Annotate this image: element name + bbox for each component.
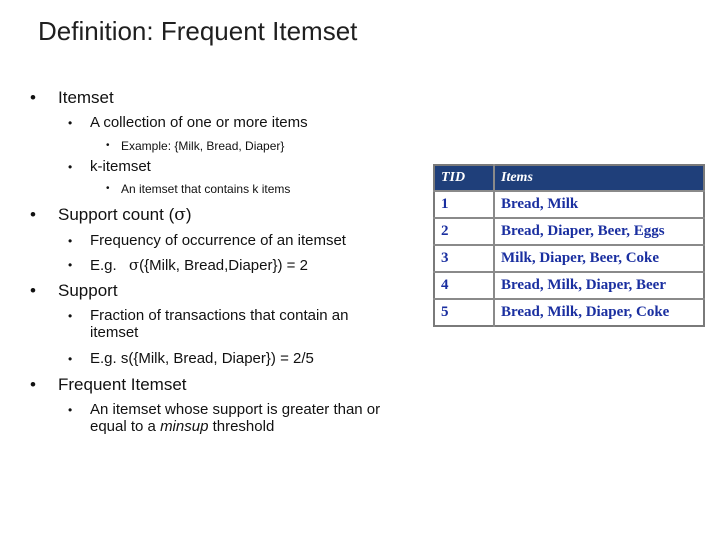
items-cell: Bread, Milk: [494, 191, 704, 218]
table-row: [434, 299, 704, 326]
sub-bullet-frequency: [68, 232, 346, 249]
minsup-term: minsup: [160, 418, 209, 435]
bullet-dot: •: [30, 375, 36, 394]
bullet-text: A collection of one or more items: [90, 114, 308, 131]
items-cell: Bread, Milk, Diaper, Coke: [494, 299, 704, 326]
bullet-text: Frequency of occurrence of an itemset: [90, 232, 346, 249]
transactions-table: [433, 164, 705, 327]
bullet-text: Support: [58, 281, 118, 300]
bullet-dot: •: [106, 140, 110, 151]
bullet-text-prefix: Support count (: [58, 205, 175, 224]
bullet-text: E.g. s({Milk, Bread, Diaper}) = 2/5: [90, 350, 314, 367]
items-cell: Milk, Diaper, Beer, Coke: [494, 245, 704, 272]
column-header-items: Items: [494, 165, 704, 191]
table-row: [434, 191, 704, 218]
bullet-frequent-itemset: [30, 375, 187, 395]
bullet-dot: •: [68, 116, 73, 130]
table-header-row: [434, 165, 704, 191]
tid-cell: 1: [434, 191, 494, 218]
bullet-text-prefix: An itemset whose support is greater than or equal to a: [90, 401, 381, 435]
tid-cell: 2: [434, 218, 494, 245]
sigma-symbol: σ: [128, 256, 140, 274]
column-header-tid: TID: [434, 165, 494, 191]
example-prefix: E.g.: [90, 257, 117, 274]
bullet-dot: •: [30, 88, 36, 107]
sub-bullet-collection: [68, 114, 308, 131]
bullet-dot: •: [68, 352, 73, 366]
table-row: [434, 272, 704, 299]
sub-sub-bullet-example: [106, 139, 285, 153]
sub-bullet-k-itemset: [68, 158, 151, 175]
bullet-text: Frequent Itemset: [58, 375, 187, 394]
items-cell: Bread, Diaper, Beer, Eggs: [494, 218, 704, 245]
sub-bullet-minsup: [68, 401, 400, 435]
bullet-text: Example: {Milk, Bread, Diaper}: [121, 139, 285, 153]
bullet-text: Itemset: [58, 88, 114, 107]
bullet-support-count: [30, 205, 192, 225]
bullet-dot: •: [68, 258, 73, 272]
bullet-text-suffix: ): [185, 205, 192, 224]
bullet-dot: •: [106, 183, 110, 194]
bullet-dot: •: [68, 234, 73, 248]
sub-bullet-support-count-example: [68, 256, 308, 274]
sub-bullet-fraction: [68, 307, 390, 341]
sub-sub-bullet-k-itemset-desc: [106, 182, 291, 196]
items-cell: Bread, Milk, Diaper, Beer: [494, 272, 704, 299]
bullet-text-suffix: threshold: [208, 418, 275, 435]
bullet-text: An itemset that contains k items: [121, 182, 291, 196]
sigma-symbol: σ: [174, 205, 186, 225]
bullet-support: [30, 281, 118, 301]
bullet-dot: •: [30, 205, 36, 224]
bullet-dot: •: [68, 403, 73, 417]
bullet-dot: •: [68, 309, 73, 323]
table-row: [434, 218, 704, 245]
tid-cell: 3: [434, 245, 494, 272]
sub-bullet-support-example: [68, 350, 314, 367]
bullet-itemset: [30, 88, 114, 108]
table-row: [434, 245, 704, 272]
bullet-dot: •: [30, 281, 36, 300]
slide-title: Definition: Frequent Itemset: [38, 16, 358, 46]
tid-cell: 5: [434, 299, 494, 326]
bullet-text: k-itemset: [90, 158, 151, 175]
bullet-dot: •: [68, 160, 73, 174]
bullet-text: Fraction of transactions that contain an itemset: [90, 307, 349, 341]
example-rest: ({Milk, Bread,Diaper}) = 2: [139, 257, 308, 274]
tid-cell: 4: [434, 272, 494, 299]
